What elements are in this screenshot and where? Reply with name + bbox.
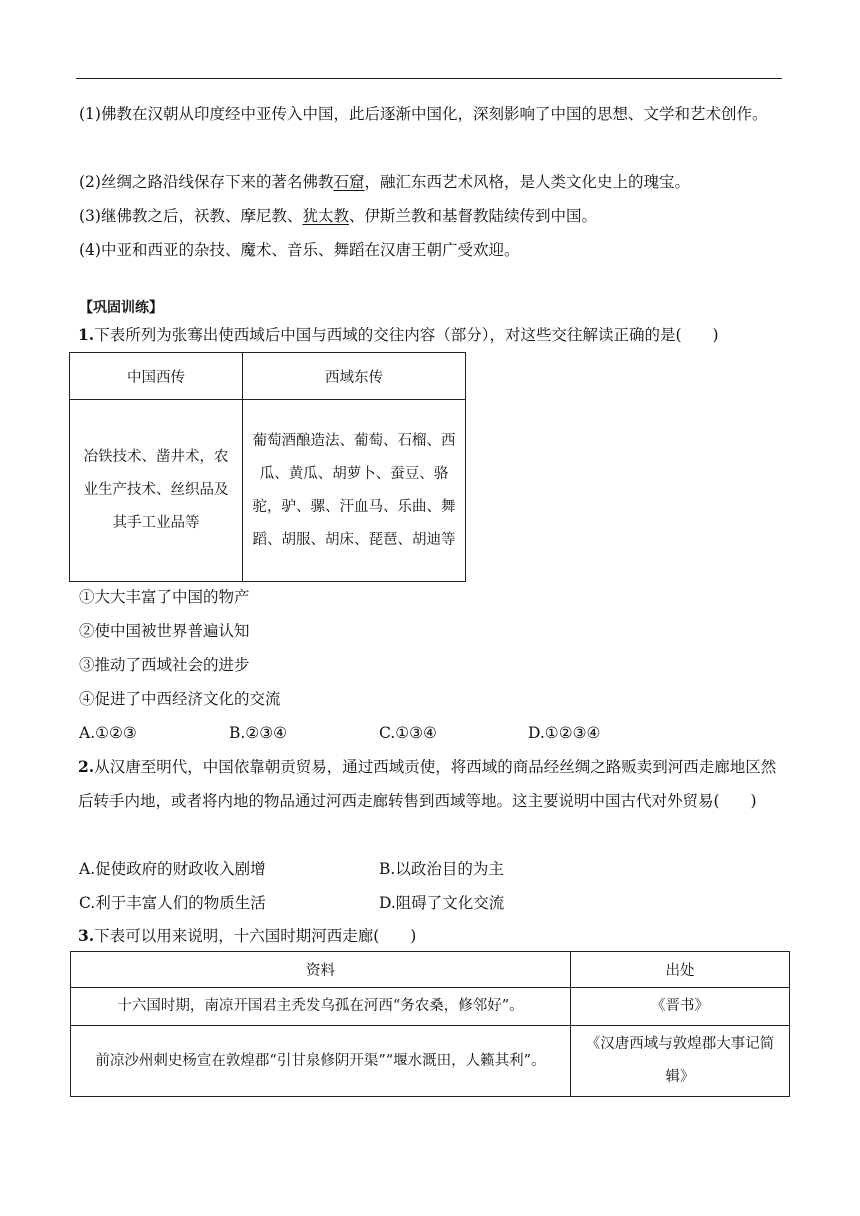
intro-paragraph-2: (2)丝绸之路沿线保存下来的著名佛教石窟，融汇东西艺术风格，是人类文化史上的瑰宝。 bbox=[79, 173, 690, 191]
underlined-term: 犹太教 bbox=[302, 207, 349, 225]
intro-paragraph-3: (3)继佛教之后，祆教、摩尼教、犹太教、伊斯兰教和基督教陆续传到中国。 bbox=[79, 207, 597, 225]
table-header: 出处 bbox=[571, 952, 790, 988]
question-3-table bbox=[70, 951, 790, 1097]
question-2-stem: 2.从汉唐至明代，中国依靠朝贡贸易，通过西域贡使，将西域的商品经丝绸之路贩卖到河西走廊地区然后转手内地，或者将内地的物品通过河西走廊转售到西域等地。这主要说明中国古代对外贸易( ) bbox=[78, 757, 777, 810]
intro-paragraph-1: (1)佛教在汉朝从印度经中亚传入中国，此后逐渐中国化，深刻影响了中国的思想、文学和艺术创作。 bbox=[79, 105, 768, 123]
question-2-option-c: C.利于丰富人们的物质生活 bbox=[79, 894, 266, 912]
question-2-option-d: D.阻碍了文化交流 bbox=[379, 894, 505, 912]
table-cell: 十六国时期，南凉开国君主秃发乌孤在河西“务农桑，修邻好”。 bbox=[71, 988, 571, 1026]
question-1-option-a: A.①②③ bbox=[79, 724, 137, 742]
question-1-item: ①大大丰富了中国的物产 bbox=[79, 588, 250, 606]
table-cell: 葡萄酒酿造法、葡萄、石榴、西瓜、黄瓜、胡萝卜、蚕豆、骆驼，驴、骡、汗血马、乐曲、舞蹈、胡服、胡床、琵琶、胡迪等 bbox=[243, 400, 466, 582]
question-1-item: ③推动了西域社会的进步 bbox=[79, 656, 250, 674]
question-3-stem: 3.下表可以用来说明，十六国时期河西走廊( ) bbox=[78, 926, 417, 945]
table-cell: 《汉唐西域与敦煌郡大事记简辑》 bbox=[571, 1026, 790, 1097]
header-rule bbox=[76, 78, 782, 79]
question-1-option-d: D.①②③④ bbox=[528, 724, 601, 742]
question-1-item: ②使中国被世界普遍认知 bbox=[79, 622, 250, 640]
table-cell: 《晋书》 bbox=[571, 988, 790, 1026]
table-header: 资料 bbox=[71, 952, 571, 988]
question-1-option-c: C.①③④ bbox=[379, 724, 437, 742]
question-1-item: ④促进了中西经济文化的交流 bbox=[79, 690, 281, 708]
table-header: 西域东传 bbox=[243, 353, 466, 400]
question-1-stem: 1.下表所列为张骞出使西域后中国与西域的交往内容（部分），对这些交往解读正确的是( ) bbox=[78, 325, 719, 344]
table-cell: 前凉沙州刺史杨宣在敦煌郡“引甘泉修阴开渠”“堰水溉田，人籁其利”。 bbox=[71, 1026, 571, 1097]
underlined-term: 石窟 bbox=[333, 173, 365, 191]
question-1-table bbox=[69, 352, 466, 582]
question-1-option-b: B.②③④ bbox=[229, 724, 288, 742]
question-2-option-b: B.以政治目的为主 bbox=[379, 860, 504, 878]
intro-paragraph-4: (4)中亚和西亚的杂技、魔术、音乐、舞蹈在汉唐王朝广受欢迎。 bbox=[79, 241, 520, 259]
table-cell: 冶铁技术、凿井术，农业生产技术、丝织品及其手工业品等 bbox=[70, 400, 243, 582]
question-2-option-a: A.促使政府的财政收入剧增 bbox=[79, 860, 266, 878]
table-header: 中国西传 bbox=[70, 353, 243, 400]
section-title: 【巩固训练】 bbox=[79, 300, 163, 316]
